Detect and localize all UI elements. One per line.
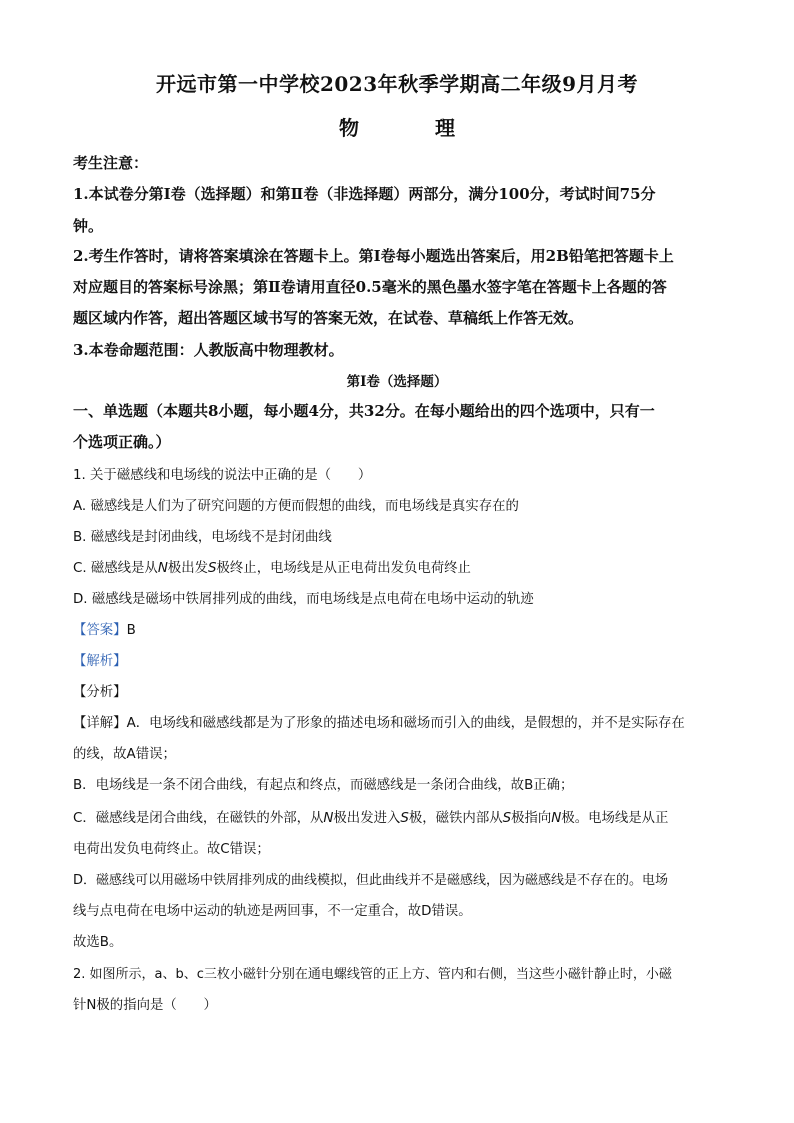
conclusion: 故选B。 — [73, 935, 123, 950]
pole-n-symbol: N — [551, 811, 562, 826]
option-c-text-3: 极终止，电场线是从正电荷出发负电荷终止 — [216, 561, 471, 576]
question-2-stem-line-2: 针N极的指向是（ ） — [73, 998, 217, 1013]
pole-n-symbol: N — [157, 561, 168, 576]
pole-s-symbol: S — [208, 561, 217, 576]
pole-s-symbol: S — [400, 811, 409, 826]
exam-title: 开远市第一中学校2023年秋季学期高二年级9月月考 — [155, 72, 639, 96]
detail-a-text: A．电场线和磁感线都是为了形象的描述电场和磁场而引入的曲线，是假想的，并不是实际存在 — [126, 716, 685, 731]
notice-item-1-line-1: 1.本试卷分第Ⅰ卷（选择题）和第Ⅱ卷（非选择题）两部分，满分100分，考试时间75分 — [73, 185, 656, 203]
question-1-option-c — [73, 557, 471, 576]
section-instruction-line-2: 个选项正确。） — [73, 433, 171, 451]
detail-c-text-3: 极，磁铁内部从 — [408, 811, 503, 826]
answer-line — [73, 619, 136, 638]
notice-item-1-line-2: 钟。 — [73, 217, 104, 235]
question-1-option-d: D. 磁感线是磁场中铁屑排列成的曲线，而电场线是点电荷在电场中运动的轨迹 — [73, 592, 534, 607]
question-1-option-b: B. 磁感线是封闭曲线，电场线不是封闭曲线 — [73, 530, 332, 545]
option-c-text-1: C. 磁感线是从 — [73, 561, 158, 576]
answer-value: B — [126, 623, 136, 638]
option-c-text-2: 极出发 — [167, 561, 209, 576]
detail-c-text-1: C．磁感线是闭合曲线，在磁铁的外部，从 — [73, 811, 324, 826]
notice-item-2-line-2: 对应题目的答案标号涂黑；第Ⅱ卷请用直径0.5毫米的黑色墨水签字笔在答题卡上各题的答 — [73, 278, 667, 296]
detail-a-line-1 — [73, 712, 685, 731]
notice-item-2-line-1: 2.考生作答时，请将答案填涂在答题卡上。第Ⅰ卷每小题选出答案后，用2B铅笔把答题卡上 — [73, 247, 674, 265]
detail-d-line-1: D．磁感线可以用磁场中铁屑排列成的曲线模拟，但此曲线并不是磁感线，因为磁感线是不存在的。电场 — [73, 873, 669, 888]
notice-heading: 考生注意： — [73, 154, 149, 172]
detail-label: 【详解】 — [73, 716, 127, 731]
pole-n-symbol: N — [323, 811, 334, 826]
notice-item-2-line-3: 题区域内作答，超出答题区域书写的答案无效，在试卷、草稿纸上作答无效。 — [73, 309, 584, 327]
detail-c-text-4: 极指向 — [511, 811, 552, 826]
analysis-label: 【解析】 — [73, 654, 127, 669]
answer-label: 【答案】 — [73, 623, 127, 638]
detail-c-line-1 — [73, 807, 668, 826]
section-title: 第Ⅰ卷（选择题） — [346, 374, 448, 390]
question-2-stem-line-1: 2. 如图所示，a、b、c三枚小磁针分别在通电螺线管的正上方、管内和右侧，当这些小磁针静止时，小磁 — [73, 967, 672, 982]
detail-c-text-5: 极。电场线是从正 — [561, 811, 669, 826]
subject-title: 物 理 — [339, 116, 483, 140]
fenxi-label: 【分析】 — [73, 685, 127, 700]
detail-c-text-2: 极出发进入 — [333, 811, 401, 826]
pole-s-symbol: S — [502, 811, 512, 826]
section-instruction-line-1: 一、单选题（本题共8小题，每小题4分，共32分。在每小题给出的四个选项中，只有一 — [73, 402, 655, 420]
question-1-stem: 1. 关于磁感线和电场线的说法中正确的是（ ） — [73, 468, 372, 483]
detail-b: B．电场线是一条不闭合曲线，有起点和终点，而磁感线是一条闭合曲线，故B正确； — [73, 778, 574, 793]
detail-a-line-2: 的线，故A错误； — [73, 747, 176, 762]
detail-c-line-2: 电荷出发负电荷终止。故C错误； — [73, 842, 270, 857]
notice-item-3: 3.本卷命题范围：人教版高中物理教材。 — [73, 341, 344, 359]
question-1-option-a: A. 磁感线是人们为了研究问题的方便而假想的曲线，而电场线是真实存在的 — [73, 499, 519, 514]
detail-d-line-2: 线与点电荷在电场中运动的轨迹是两回事，不一定重合，故D错误。 — [73, 904, 472, 919]
